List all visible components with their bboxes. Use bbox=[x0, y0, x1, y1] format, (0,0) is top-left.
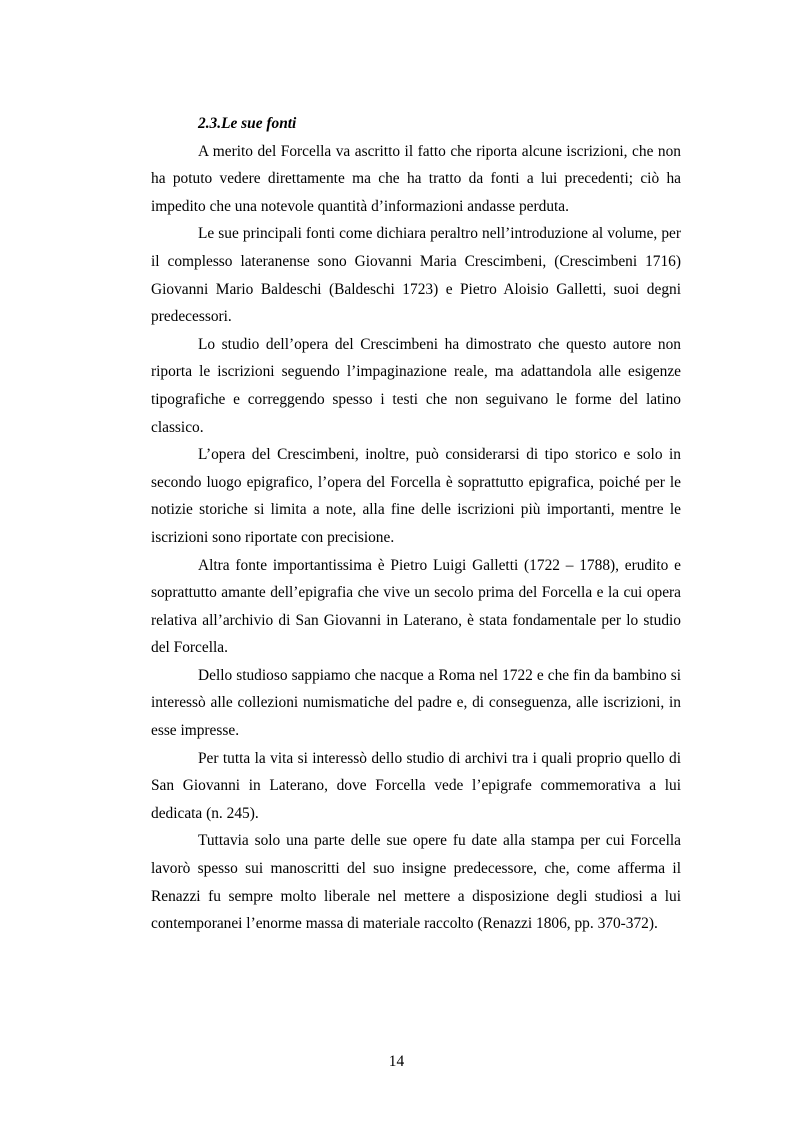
page-number: 14 bbox=[388, 1053, 405, 1070]
paragraph-2: Le sue principali fonti come dichiara peraltro nell’introduzione al volume, per il complesso lateranense sono Giovanni Maria Crescimbeni, (Crescimbeni 1716) Giovanni Mario Baldeschi (Baldeschi 1723) e Pietro Aloisio Galletti, suoi degni predecessori. bbox=[151, 225, 681, 326]
section-heading: 2.3.Le sue fonti bbox=[198, 115, 297, 132]
paragraph-8: Tuttavia solo una parte delle sue opere fu date alla stampa per cui Forcella lavorò spesso sui manoscritti del suo insigne predecessore, che, come afferma il Renazzi fu sempre molto liberale nel mettere a disposizione degli studiosi a lui contemporanei l’enorme massa di materiale raccolto (Renazzi 1806, pp. 370-372). bbox=[151, 832, 681, 933]
paragraph-3: Lo studio dell’opera del Crescimbeni ha dimostrato che questo autore non riporta le iscrizioni seguendo l’impaginazione reale, ma adattandola alle esigenze tipografiche e correggendo spesso i testi che non seguivano le forme del latino classico. bbox=[151, 335, 681, 436]
paragraph-5: Altra fonte importantissima è Pietro Luigi Galletti (1722 – 1788), erudito e soprattutto amante dell’epigrafia che vive un secolo prima del Forcella e la cui opera relativa all’archivio di San Giovanni in Laterano, è stata fondamentale per lo studio del Forcella. bbox=[151, 556, 681, 657]
paragraph-1: A merito del Forcella va ascritto il fatto che riporta alcune iscrizioni, che non ha potuto vedere direttamente ma che ha tratto da fonti a lui precedenti; ciò ha impedito che una notevole quantità d’informazioni andasse perduta. bbox=[151, 142, 681, 215]
body-text bbox=[151, 110, 681, 938]
paragraph-6: Dello studioso sappiamo che nacque a Roma nel 1722 e che fin da bambino si interessò alle collezioni numismatiche del padre e, di conseguenza, alle iscrizioni, in esse impresse. bbox=[151, 666, 681, 740]
paragraph-4: L’opera del Crescimbeni, inoltre, può considerarsi di tipo storico e solo in secondo luogo epigrafico, l’opera del Forcella è soprattutto epigrafica, poiché per le notizie storiche si limita a note, alla fine delle iscrizioni più importanti, mentre le iscrizioni sono riportate con precisione. bbox=[151, 446, 681, 546]
paragraph-7: Per tutta la vita si interessò dello studio di archivi tra i quali proprio quello di San Giovanni in Laterano, dove Forcella vede l’epigrafe commemorativa a lui dedicata (n. 245). bbox=[151, 749, 681, 822]
